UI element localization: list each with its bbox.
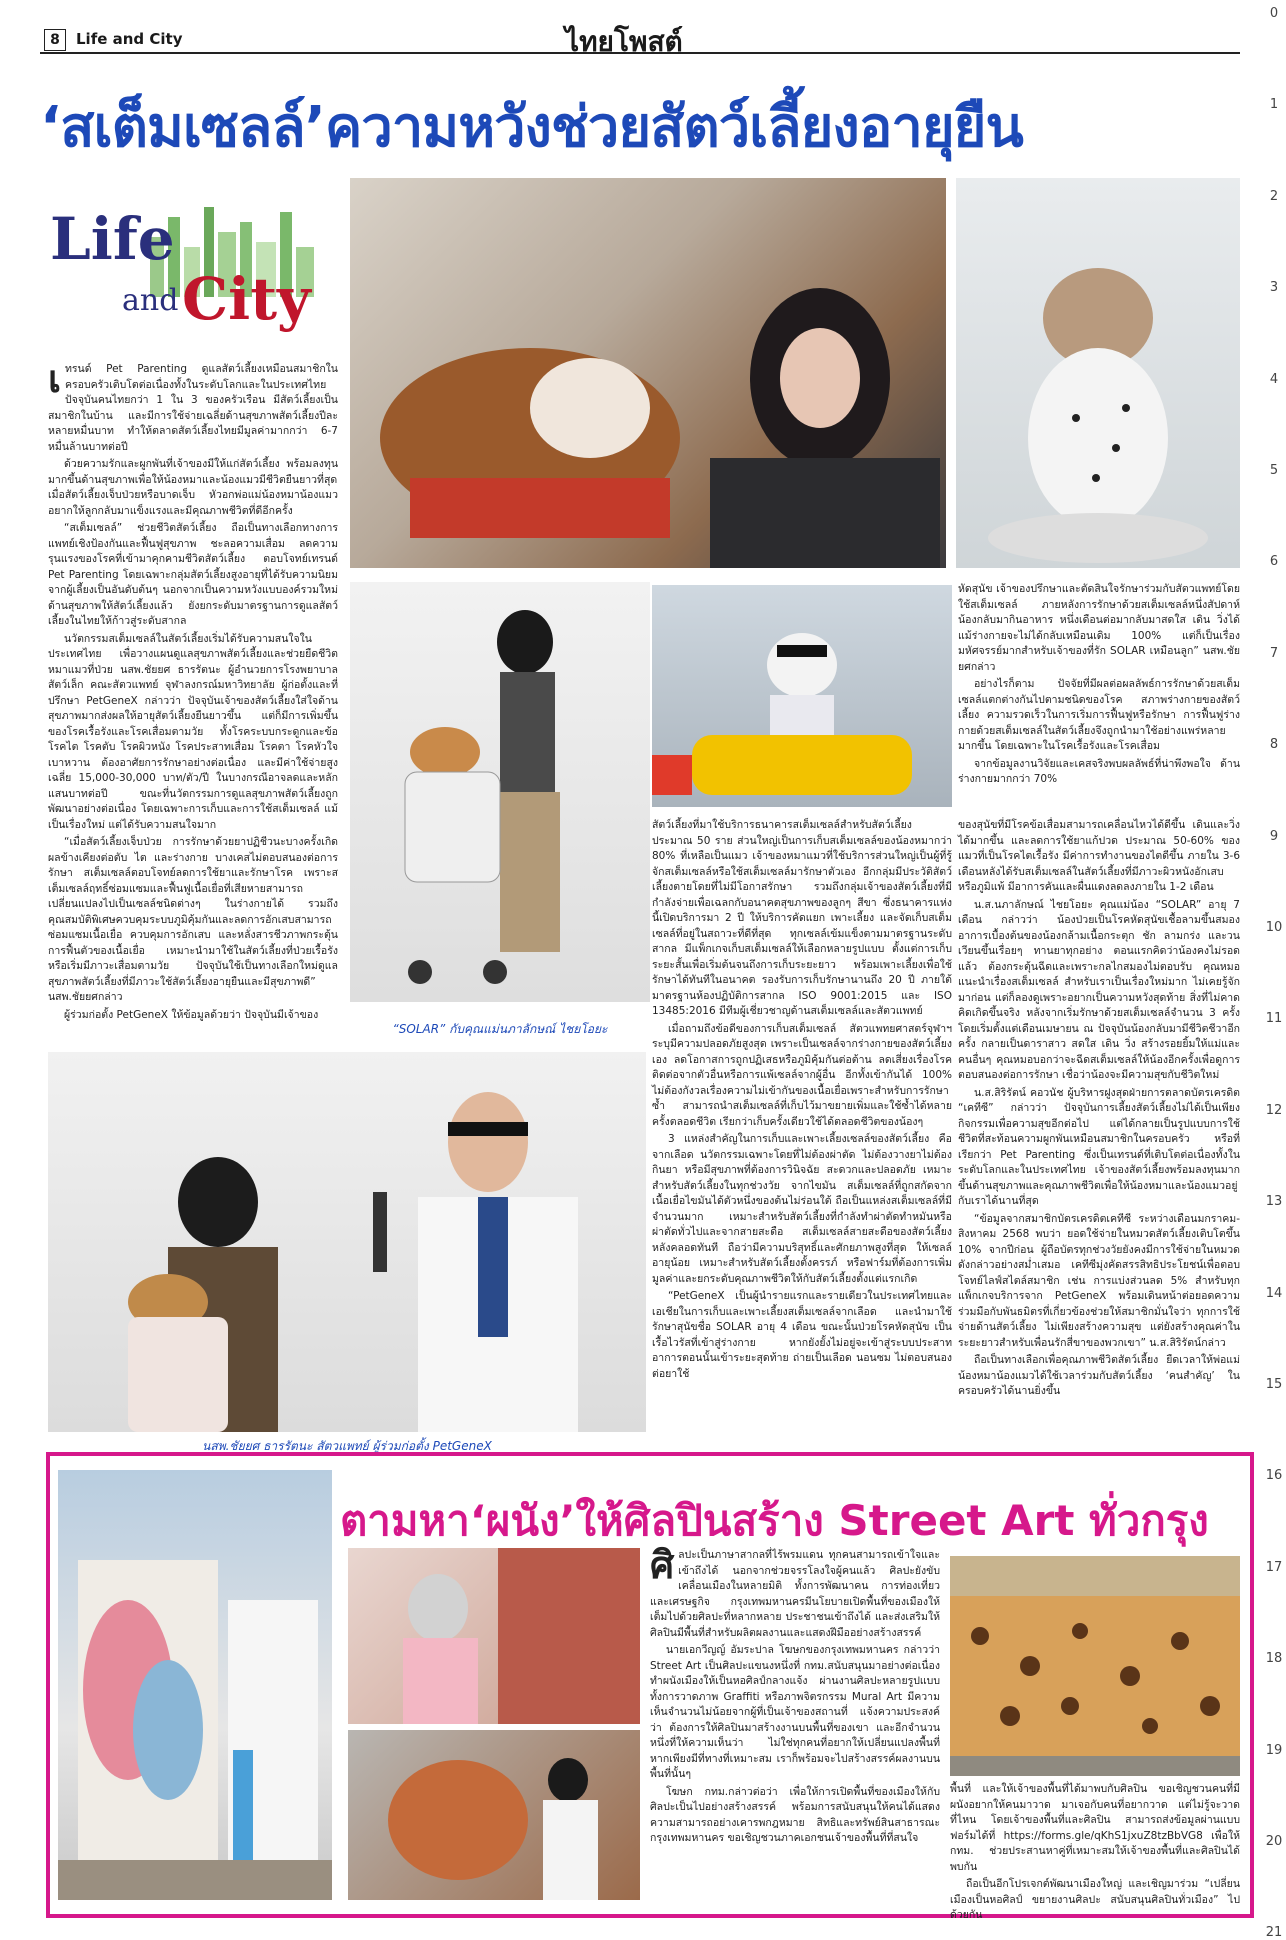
newspaper-masthead: ไทยโพสต์ — [565, 25, 683, 58]
page-ruler — [1262, 0, 1286, 1940]
page-number: 8 — [44, 29, 66, 51]
artist-spray-illustration — [348, 1548, 640, 1724]
ruler-mark: 2 — [1269, 188, 1279, 204]
ruler-mark: 13 — [1265, 1194, 1283, 1210]
ruler-mark: 11 — [1265, 1011, 1283, 1027]
ruler-mark: 17 — [1265, 1559, 1283, 1575]
article-column-1: เทรนด์ Pet Parenting ดูแลสัตว์เลี้ยงเหมือนสมาชิกในครอบครัวเติบโตต่อเนื่องทั้งในระดับโลกและในประเทศไทย ปัจจุบันคนไทยกว่า 1 ใน 3 ของครัวเรือน มีสัตว์เลี้ยงเป็นสมาชิกในบ้าน และมีการใช้จ่ายเฉลี่ยด้านสุขภาพสัตว์เลี้ยงปีละหลายหมื่นบาท ทำให้ตลาดสัตว์เลี้ยงไทยมีมูลค่ามากกว่า 6-7 หมื่นล้านบาทต่อปี ด้วยความรักและผูกพันที่เจ้าของมีให้แก่สัตว์เลี้ยง พร้อมลงทุนมากขึ้นด้านสุขภาพเพื่อให้น้องหมาและน้องแมวมีชีวิตยืนยาวที่สุด เมื่อสัตว์เลี้ยงเจ็บป่วยหรือบาดเจ็บ หัวอกพ่อแม่น้องหมาน้องแมวอยากให้ลูกกลับมาแข็งแรงและมีคุณภาพชีวิตที่ดีอีกครั้ง “สเต็มเซลล์” ช่วยชีวิตสัตว์เลี้ยง ถือเป็นทางเลือกทางการแพทย์เชิงป้องกันและฟื้นฟูสุขภาพ ชะลอความเสื่อม ลดความรุนแรงของโรคที่เข้ามาคุกคามชีวิตสัตว์เลี้ยง ตอบโจทย์เทรนด์ Pet Parenting โดยเฉพาะกลุ่มสัตว์เลี้ยงสูงอายุที่ได้รับความนิยมจากผู้เลี้ยงเป็นอันดับต้นๆ นอกจากเป็นความหวังแบบองค์รวมใหม่ด้านสุขภาพให้สัตว์เลี้ยงแล้ว ยังยกระดับมาตรฐานการดูแลสัตว์เลี้ยงในไทยให้ก้าวสู่ระดับสากล นวัตกรรมสเต็มเซลล์ในสัตว์เลี้ยงเริ่มได้รับความสนใจในประเทศไทย เพื่อวางแผนดูแลสุขภาพสัตว์เลี้ยงและช่วยยืดชีวิตหมาแมวที่ป่วย นสพ.ชัยยศ ธารรัตนะ ผู้อำนวยการโรงพยาบาลสัตว์เล็ก คณะสัตวแพทย์ จุฬาลงกรณ์มหาวิทยาลัย ผู้ก่อตั้งและที่ปรึกษา PetGeneX กล่าวว่า ปัจจุบันเจ้าของสัตว์เลี้ยงใส่ใจด้านสุขภาพมากส่งผลให้อายุสัตว์เลี้ยงยืนยาวขึ้น แต่ก็มีการเพิ่มขึ้นของโรคเรื้อรังและโรคเสื่อมตามวัย ทั้งโรคระบบกระดูกและข้อ โรคไต โรคตับ โรคผิวหนัง โรคประสาทเสื่อม โรคตา โรคหัวใจ เบาหวาน ต้องอาศัยการรักษาอย่างต่อเนื่อง และมีค่าใช้จ่ายสูง เฉลี่ย 15,000-30,000 บาท/ตัว/ปี ในบางกรณีอาจลดและหลักแสนบาทต่อปี ขณะที่นวัตกรรมการดูแลสุขภาพสัตว์เลี้ยงถูกพัฒนาอย่างต่อเนื่อง โดยเฉพาะการเก็บและการใช้สเต็มเซลล์ แม้เป็นเรื่องใหม่ แต่ได้รับความสนใจมาก “เมื่อสัตว์เลี้ยงเจ็บป่วย การรักษาด้วยยาปฏิชีวนะบางครั้งเกิดผลข้างเคียงต่อตับ ไต และร่างกาย บางเคสไม่ตอบสนองต่อการรักษา สเต็มเซลล์ตอบโจทย์ลดการใช้ยาและรักษาโรค เพราะสเต็มเซลล์ฤทธิ์ซ่อมแซมและฟื้นฟูเนื้อเยื่อที่เสียหายสามารถเปลี่ยนแปลงไปเป็นเซลล์ชนิดต่างๆ ในร่างกายได้ รวมถึงคุณสมบัติพิเศษควบคุมระบบภูมิคุ้มกันและลดการอักเสบสามารถซ่อมแซมเนื้อเยื่อ ควบคุมการอักเสบ และหลั่งสารชีวภาพกระตุ้นการฟื้นตัวของเนื้อเยื่อ เหมาะนำมาใช้ในสัตว์เลี้ยงที่ป่วยเรื้อรังหรือเริ่มมีภาวะเสื่อมตามวัย ปัจจุบันใช้เป็นทางเลือกใหม่ดูแลสุขภาพสัตว์เลี้ยงที่มีภาวะใช้สัตว์เลี้ยงอายุยืนและมีสุขภาพดี” นสพ.ชัยยศกล่าว ผู้ร่วมก่อตั้ง PetGeneX ให้ข้อมูลด้วยว่า ปัจจุบันมีเจ้าของ — [48, 357, 338, 1021]
photo-artist-painting-mural — [348, 1730, 640, 1900]
photo-woman-with-dog — [350, 178, 946, 568]
artist-mural-illustration — [348, 1730, 640, 1900]
main-headline: ‘สเต็มเซลล์’ความหวังช่วยสัตว์เลี้ยงอายุยืน — [40, 95, 1023, 160]
life-and-city-logo — [50, 205, 330, 340]
ruler-mark: 20 — [1265, 1834, 1283, 1849]
dropcap-t: เ — [48, 357, 61, 401]
photo-solar-with-owner — [350, 582, 650, 1002]
leopard-wall-illustration — [950, 1556, 1240, 1776]
owner-stroller-illustration — [350, 582, 650, 1002]
caption-doctor: นสพ.ชัยยศ ธารรัตนะ สัตวแพทย์ ผู้ร่วมก่อตั้ง PetGeneX — [202, 1439, 492, 1453]
ruler-mark: 0 — [1269, 6, 1279, 21]
ruler-mark: 19 — [1265, 1742, 1283, 1758]
ruler-mark: 1 — [1269, 97, 1279, 113]
ruler-mark: 18 — [1265, 1651, 1283, 1667]
ruler-mark: 9 — [1269, 828, 1279, 844]
mural-building-illustration — [58, 1470, 332, 1900]
street-art-column-1: ศิลปะเป็นภาษาสากลที่ไร้พรมแดน ทุกคนสามารถเข้าใจและเข้าถึงได้ นอกจากช่วยจรรโลงใจผู้คนแล้ว ศิลปะยังขับเคลื่อนเมืองในหลายมิติ ทั้งการพัฒนาคน การท่องเที่ยว และเศรษฐกิจ กรุงเทพมหานครมีนโยบายเปิดพื้นที่ของเมืองให้เต็มไปด้วยศิลปะที่หลากหลาย ประชาชนเข้าถึงได้ และส่งเสริมให้ศิลปินมีพื้นที่สำหรับผลิตผลงานและแสดงฝีมืออย่างสร้างสรรค์ นายเอกวีญญ์ อัมระปาล โฆษกของกรุงเทพมหานคร กล่าวว่า Street Art เป็นศิลปะแขนงหนึ่งที่ กทม.สนับสนุนมาอย่างต่อเนื่อง ทำผนังเมืองให้เป็นหอศิลป์กลางแจ้ง ผ่านงานศิลปะหลายรูปแบบ ทั้งการวาดภาพ Graffiti หรือภาพจิตรกรรม Mural Art มีความเห็นจำนวนไม่น้อยจากผู้ที่เป็นเจ้าของสถานที่ แจ้งความประสงค์ว่า ต้องการให้ศิลปินมาสร้างงานบนพื้นที่ของเขา และอีกจำนวนหนึ่งที่ให้ความเห็นว่า ไม่ใช่ทุกคนที่อยากให้เปลี่ยนแปลงพื้นที่ หากเพียงมีที่ทางที่เหมาะสม เราก็พร้อมจะไปสร้างสรรค์ผลงานบนพื้นที่นั้นๆ โฆษก กทม.กล่าวต่อว่า เพื่อให้การเปิดพื้นที่ของเมืองให้กับศิลปะเป็นไปอย่างสร้างสรรค์ พร้อมการสนับสนุนให้คนได้แสดงความสามารถอย่างเคารพกฎหมาย สิทธิและทรัพย์สินสาธารณะ กรุงเทพมหานคร ขอเชิญชวนภาคเอกชนเจ้าของพื้นที่ที่สนใจ — [650, 1543, 940, 1844]
ruler-mark: 14 — [1265, 1285, 1283, 1301]
street-art-headline: ตามหา‘ผนัง’ให้ศิลปินสร้าง Street Art ทั่วกรุง — [340, 1496, 1209, 1545]
bulldog-illustration — [956, 178, 1240, 568]
woman-dog-illustration — [350, 178, 946, 568]
ruler-mark: 7 — [1269, 645, 1279, 661]
ruler-mark: 3 — [1269, 280, 1279, 296]
dropcap-s: ศิ — [650, 1543, 675, 1587]
section-name: Life and City — [76, 30, 183, 48]
ruler-mark: 6 — [1269, 554, 1279, 570]
caption-solar: “SOLAR” กับคุณแม่นภาลักษณ์ ไชยโอยะ — [392, 1022, 608, 1036]
street-art-column-2: พื้นที่ และให้เจ้าของพื้นที่ได้มาพบกับศิลปิน ขอเชิญชวนคนที่มีผนังอยากให้คนมาวาด มาเจอกับคนที่อยากวาด แต่ไม่รู้จะวาดที่ไหน โดยเจ้าของพื้นที่และศิลปิน สามารถส่งข้อมูลผ่านแบบฟอร์มได้ที่ https://forms.gle/qKhS1jxuZ8tzBbVG8 เพื่อให้ กทม. ช่วยประสานหาคู่ที่เหมาะสมให้เจ้าของพื้นที่และศิลปินได้พบกัน ถือเป็นอีกโปรเจกต์พัฒนาเมืองใหญ่ และเชิญมาร่วม “เปลี่ยนเมืองเป็นหอศิลป์ ขยายงานศิลปะ สนับสนุนศิลปินทั่วเมือง” ไปด้วยกัน — [950, 1783, 1240, 1921]
logo-word-and: and — [122, 283, 179, 318]
article-column-2: สัตว์เลี้ยงที่มาใช้บริการธนาคารสเต็มเซลล์สำหรับสัตว์เลี้ยงประมาณ 50 ราย ส่วนใหญ่เป็นการเก็บสเต็มเซลล์ของน้องหมากว่า 80% ที่เหลือเป็นแมว เจ้าของหมาแมวที่ใช้บริการส่วนใหญ่เป็นผู้ที่รู้จักสเต็มเซลล์หรือใช้สเต็มเซลล์มารักษาตัวเอง อีกกลุ่มมีประวัติสัตว์เลี้ยงตายโดยที่ไม่มีโอกาสรักษา รวมถึงกลุ่มเจ้าของสัตว์เลี้ยงที่มีกำลังจ่ายเพื่อเฉลกกับอนาคตสุขภาพของลูกๆ สีขา ซึ่งธนาคารแห่งนี้เปิดบริการมา 2 ปี ให้บริการคัดแยก เพาะเลี้ยง และจัดเก็บสเต็มเซลล์ที่อยู่ในสถาวะที่ดีที่สุด ทุกเซลล์เข้มแข็งตามมาตรฐานระดับสากล มีแพ็กเกจเก็บสเต็มเซลล์ให้เลือกหลายรูปแบบ ตั้งแต่การเก็บระยะสั้นเพื่อเริ่มต้นจนถึงการเก็บระยะยาว พร้อมเพาะเลี้ยงเพื่อใช้รักษาได้ทันทีในอนาคต รองรับการเก็บรักษานานถึง 20 ปี ภายใต้มาตรฐานห้องปฏิบัติการสากล ISO 9001:2015 และ ISO 13485:2016 มีทีมผู้เชี่ยวชาญด้านสเต็มเซลล์และสัตวแพทย์ เมื่อถามถึงข้อดีของการเก็บสเต็มเซลล์ สัตวแพทยศาสตร์จุฬาฯ ระบุมีความปลอดภัยสูงสุด เพราะเป็นเซลล์จากร่างกายของสัตว์เลี้ยงเอง ลดโอกาสการถูกปฏิเสธหรือภูมิคุ้มกันต่อต้าน ลดเสี่ยงเรื่องโรคติดต่อจากตัวอื่นหรือการแพ้เซลล์จากผู้อื่น อีกทั้งเข้ากันได้ 100% ไม่ต้องกังวลเรื่องความไม่เข้ากันของเนื้อเยื่อเพราะสำหรับการรักษาซ้ำ สามารถนำสเต็มเซลล์ที่เก็บไว้มาขยายเพิ่มและใช้ซ้ำได้หลายครั้งตลอดชีวิต เรียกว่าเก็บครั้งเดียวใช้ได้ตลอดชีวิตของน้องๆ 3 แหล่งสำคัญในการเก็บและเพาะเลี้ยงเซลล์ของสัตว์เลี้ยง คือ จากเลือด นวัตกรรมเฉพาะโดยที่ไม่ต้องผ่าตัด ไม่ต้องวางยาไม่ต้องกินยา หรือมีสุขภาพที่ต้องการวินิจฉัย สะดวกและปลอดภัย เหมาะสำหรับสัตว์เลี้ยงในทุกช่วงวัย จากไขมัน สเต็มเซลล์ที่ถูกสกัดจากเนื้อเยื่อไขมันได้ตัวหนึ่งของต้นไม่ร่อนใต้ ถือเป็นแหล่งสเต็มเซลล์ที่มีจำนวนมาก เหมาะสำหรับสัตว์เลี้ยงที่กำลังทำผ่าตัดทำหมันหรือผ่าตัดทั่วไปและจากสายสะดือ สเต็มเซลล์สายสะดือของสัตว์เลี้ยงหลังคลอดทันที ถือว่ามีความบริสุทธิ์และศักยภาพสูงที่สุด ให้เซลล์อายุน้อย เหมาะสำหรับสัตว์เลี้ยงตั้งครรภ์ หรือฟาร์มที่ต้องการเพิ่มมูลค่าและยกระดับคุณภาพชีวิตให้กับสัตว์เลี้ยงตั้งแต่แรกเกิด “PetGeneX เป็นผู้นำรายแรกและรายเดียวในประเทศไทยและเอเชียในการเก็บและเพาะเลี้ยงสเต็มเซลล์จากเลือด และนำมาใช้รักษาสุนัขชื่อ SOLAR อายุ 4 เดือน ขณะนั้นป่วยโรคหัดสุนัข เป็นเรื้อไวรัสที่เข้าสู่ร่างกาย หากยังยั้งไม่อยู่จะเข้าสู่ระบบประสาท อาการตอนนั้นเข้าระยะสุดท้าย ถ่ายเป็นเลือด นอนซม ไม่ตอบสนองต่อยาใช้ — [652, 819, 952, 1380]
ruler-mark: 4 — [1269, 371, 1279, 387]
ruler-mark: 5 — [1269, 463, 1279, 478]
ruler-mark: 15 — [1265, 1377, 1283, 1392]
ruler-mark: 10 — [1265, 920, 1283, 935]
photo-cat-in-toy-car — [652, 585, 952, 807]
logo-word-life: Life — [50, 205, 175, 273]
logo-word-city: City — [182, 265, 311, 333]
photo-bulldog-in-stroller — [956, 178, 1240, 568]
photo-mural-building — [58, 1470, 332, 1900]
ruler-mark: 21 — [1265, 1925, 1283, 1940]
photo-artist-spray-painting — [348, 1548, 640, 1724]
ruler-mark: 16 — [1265, 1468, 1283, 1484]
photo-leopard-wall — [950, 1556, 1240, 1776]
vet-speaking-illustration — [48, 1052, 646, 1432]
photo-veterinarian-speaking — [48, 1052, 646, 1432]
article-column-4: ของสุนัขที่มีโรคข้อเสื่อมสามารถเคลื่อนไหวได้ดีขึ้น เดินและวิ่งได้มากขึ้น และลดการใช้ยาแก้ปวด ประมาณ 50-60% ของแมวที่เป็นโรคไตเรื้อรัง มีค่าการทำงานของไตดีขึ้น ภายใน 3-6 เดือนหลังได้รับสเต็มเซลล์ในสัตว์เลี้ยงที่มีภาวะผิวหนังอักเสบหรือภูมิแพ้ มีอาการคันและผื่นแดงลดลงภายใน 1-2 เดือน น.ส.นภาลักษณ์ ไชยโอยะ คุณแม่น้อง “SOLAR” อายุ 7 เดือน กล่าวว่า น้องป่วยเป็นโรคหัดสุนัขเชื้อลามขึ้นสมอง อาการเบื้องต้นของน้องกล้ามเนื้อกระตุก ชัก ลามกร่ง และวนเวียนขึ้นเรื่อยๆ ทานยาทุกอย่าง ตอนแรกคิดว่าน้องคงไม่รอดแล้ว ต้องกระตุ้นฉีดและเพราะกลไกสมองไม่ตอบรับ คุณหมอแนะนำเรื่องสเต็มเซลล์ สำหรับเราเป็นเรื่องใหม่มาก ไม่เคยรู้จักมาก่อน แต่ก็ลองดูเพราะอยากเป็นความหวังสุดท้าย สิ่งที่ไม่คาดคิดเกิดขึ้นจริง หลังจากเริ่มรักษาด้วยสเต็มเซลล์จำนวน 3 ครั้ง โดยเริ่มตั้งแต่เดือนเมษายน ณ ปัจจุบันน้องกลับมามีชีวิตชีวาอีกครั้ง กลายเป็นดาราสาว สดใส เดิน วิ่ง สร้างรอยยิ้มให้แม่และคนอื่นๆ คุณหมอบอกว่าจะฉีดสเต็มเซลล์ให้น้องอีกครั้งเพื่อดูการตอบสนองต่อการรักษา เชื่อว่าน้องจะมีความสุขกับชีวิตใหม่ น.ส.สิริรัตน์ คอวนัช ผู้บริหารฝูงสุดฝ่ายการตลาดบัตรเครดิต “เคทีซี” กล่าวว่า ปัจจุบันการเลี้ยงสัตว์เลี้ยงไม่ได้เป็นเพียงกิจกรรมเพื่อความสุขอีกต่อไป แต่ได้กลายเป็นรูปแบบการใช้ชีวิตที่สะท้อนความผูกพันเหมือนสมาชิกในครอบครัว หรือที่เรียกว่า Pet Parenting ซึ่งเป็นเทรนด์ที่เติบโตต่อเนื่องทั้งในระดับโลกและในประเทศไทย เจ้าของสัตว์เลี้ยงพร้อมลงทุนมากขึ้นด้านสุขภาพและคุณภาพชีวิตเพื่อให้น้องหมาและน้องแมวอยู่กับเราได้นานที่สุด “ข้อมูลจากสมาชิกบัตรเครดิตเคทีซี ระหว่างเดือนมกราคม-สิงหาคม 2568 พบว่า ยอดใช้จ่ายในหมวดสัตว์เลี้ยงเติบโตขึ้น 10% จากปีก่อน ผู้ถือบัตรทุกช่วงวัยยังคงมีการใช้จ่ายในหมวดดังกล่าวอย่างสม่ำเสมอ เคทีซีมุ่งคัดสรรสิทธิประโยชน์เพื่อตอบโจทย์ไลฟ์สไตล์สมาชิก เช่น การแบ่งส่วนลด 5% สำหรับทุกแพ็กเกจบริการจาก PetGeneX พร้อมเดินหน้าต่อยอดความร่วมมือกับพันธมิตรที่เกี่ยวข้องช่วยให้สมาชิกมั่นใจว่า ทุกการใช้จ่ายด้านสัตว์เลี้ยง ไม่เพียงสร้างความสุข แต่ยังสร้างคุณค่าในระยะยาวสำหรับเพื่อนรักสี่ขาของพวกเขา” น.ส.สิริรัตน์กล่าว ถือเป็นทางเลือกเพื่อคุณภาพชีวิตสัตว์เลี้ยง ยืดเวลาให้พ่อแม่น้องหมาน้องแมวได้ใช้เวลาร่วมกับสัตว์เลี้ยง ‘คนสำคัญ’ ในครอบครัวได้นานยิ่งขึ้น — [958, 819, 1240, 1397]
ruler-mark: 8 — [1269, 737, 1279, 753]
article-column-3: หัดสุนัข เจ้าของปรึกษาและตัดสินใจรักษาร่วมกับสัตวแพทย์โดยใช้สเต็มเซลล์ ภายหลังการรักษาด้วยสเต็มเซลล์หนึ่งสัปดาห์ น้องกลับมากินอาหาร หนึ่งเดือนต่อมากลับมาสดใส เดิน วิ่งได้ แม้ร่างกายจะไม่ได้กลับเหมือนเดิม 100% แต่ก็เป็นเรื่องมหัศจรรย์มากสำหรับเจ้าของที่รัก SOLAR เหมือนลูก” นสพ.ชัยยศกล่าว อย่างไรก็ตาม ปัจจัยที่มีผลต่อผลลัพธ์การรักษาด้วยสเต็มเซลล์แตกต่างกันไปตามชนิดของโรค สภาพร่างกายของสัตว์เลี้ยง ความรวดเร็วในการเริ่มการฟื้นฟูหรือรักษา การฟื้นฟูร่างกายด้วยสเต็มเซลล์ในสัตว์เลี้ยงจึงถูกนำมาใช้อย่างแพร่หลายมากขึ้น โดยเฉพาะในโรคเรื้อรังและโรคเสื่อม จากข้อมูลงานวิจัยและเคสจริงพบผลลัพธ์ที่น่าพึงพอใจ ด้านร่างกายมากกว่า 70% — [958, 583, 1240, 785]
cat-car-illustration — [652, 585, 952, 807]
ruler-mark: 12 — [1265, 1102, 1283, 1118]
